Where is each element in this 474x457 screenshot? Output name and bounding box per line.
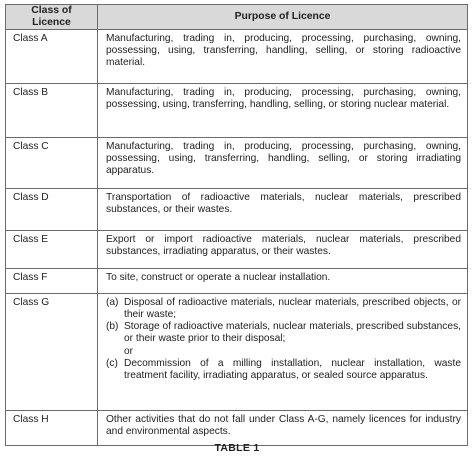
table-row (6, 294, 468, 411)
header-row (6, 5, 468, 30)
option-marker: (c) (106, 357, 118, 369)
purpose-cell: Other activities that do not fall under Class A-G, namely licences for industry and environmental aspects. (98, 411, 468, 446)
list-item (106, 358, 461, 382)
table-row (6, 189, 468, 231)
class-cell: Class D (6, 189, 98, 231)
option-marker: (b) (106, 321, 119, 333)
option-text: Decommission of a milling installation, nuclear installation, waste treatment facility, irradiating apparatus, or sealed source apparatus. (124, 357, 461, 381)
header-purpose-of-licence: Purpose of Licence (98, 5, 468, 30)
table-row (6, 411, 468, 446)
class-cell: Class E (6, 231, 98, 269)
purpose-cell: Transportation of radioactive materials, nuclear materials, prescribed substances, or their wastes. (98, 189, 468, 231)
purpose-cell: Manufacturing, trading in, producing, processing, purchasing, owning, possessing, using, transferring, handling, selling, or storing irradiating apparatus. (98, 138, 468, 189)
table-caption: TABLE 1 (214, 442, 260, 454)
purpose-cell (98, 294, 468, 411)
option-list (106, 358, 461, 382)
class-cell: Class A (6, 30, 98, 84)
option-list (106, 297, 461, 345)
list-item (106, 321, 461, 345)
purpose-cell: Manufacturing, trading in, producing, processing, purchasing, owning, possessing, using, transferring, handling, selling, or storing nuclear material. (98, 84, 468, 138)
purpose-cell: To site, construct or operate a nuclear installation. (98, 269, 468, 294)
class-cell: Class F (6, 269, 98, 294)
option-text: Disposal of radioactive materials, nuclear materials, prescribed objects, or their waste; (124, 297, 461, 321)
class-cell: Class G (6, 294, 98, 411)
or-connector: or (124, 345, 134, 357)
licence-table (5, 4, 468, 446)
table-row (6, 138, 468, 189)
header-class-of-licence: Class of Licence (6, 5, 98, 30)
list-item (106, 297, 461, 321)
purpose-cell: Export or import radioactive materials, nuclear materials, prescribed substances, irradiating apparatus, or their wastes. (98, 231, 468, 269)
table-row (6, 84, 468, 138)
class-cell: Class B (6, 84, 98, 138)
class-cell: Class H (6, 411, 98, 446)
table-row (6, 30, 468, 84)
table-row (6, 269, 468, 294)
option-marker: (a) (106, 297, 119, 309)
table-row (6, 231, 468, 269)
option-text: Storage of radioactive materials, nuclear materials, prescribed substances, or their waste prior to their disposal; (124, 321, 461, 345)
purpose-cell: Manufacturing, trading in, producing, processing, purchasing, owning, possessing, using, transferring, handling, selling, or storing radioactive material. (98, 30, 468, 84)
class-cell: Class C (6, 138, 98, 189)
